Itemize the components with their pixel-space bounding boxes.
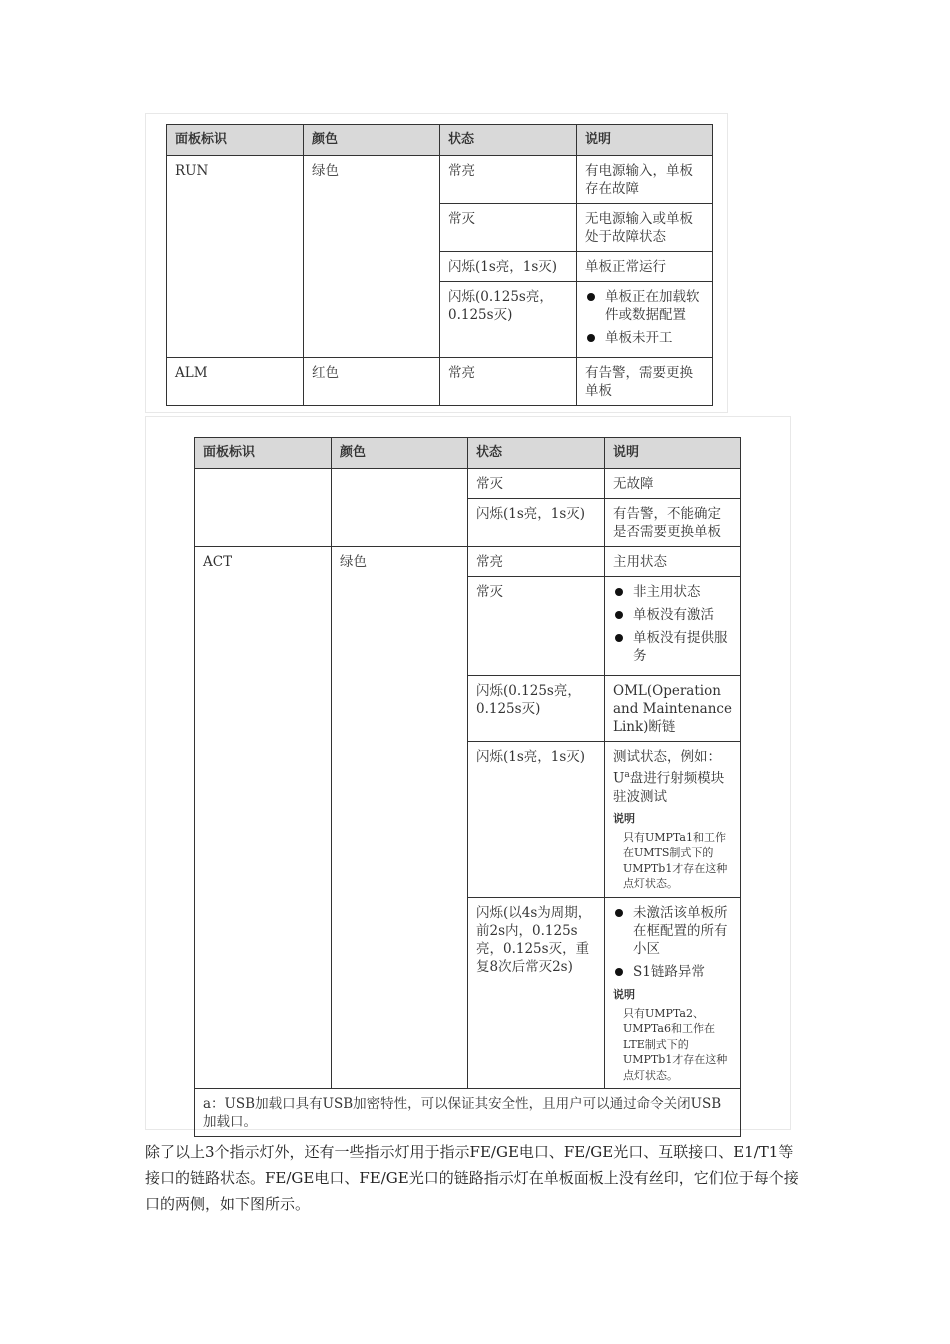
desc-cell	[605, 577, 741, 676]
desc-cell	[605, 742, 741, 898]
desc-cell: 单板正常运行	[577, 252, 713, 282]
header-panel-label: 面板标识	[195, 438, 332, 469]
desc-cell: 无故障	[605, 469, 741, 499]
led-table-2	[194, 437, 741, 1137]
desc-cell: 有告警，需要更换单板	[577, 358, 713, 406]
bullet-list	[585, 288, 704, 347]
table-row	[167, 156, 713, 204]
run-label: RUN	[167, 156, 304, 358]
desc-text	[613, 748, 732, 806]
list-item: 单板未开工	[585, 329, 704, 347]
list-item: 单板没有激活	[613, 606, 732, 624]
bullet-list	[613, 904, 732, 981]
note-body: 只有UMPTa2、UMPTa6和工作在LTE制式下的UMPTb1才存在这种点灯状态。	[623, 1006, 728, 1082]
led-table-1	[166, 124, 713, 406]
state-cell: 常亮	[440, 156, 577, 204]
table-row	[167, 358, 713, 406]
alm-label: ALM	[167, 358, 304, 406]
state-cell: 闪烁(1s亮，1s灭)	[468, 499, 605, 547]
state-cell: 常亮	[440, 358, 577, 406]
header-description: 说明	[605, 438, 741, 469]
footnote-marker: a	[624, 770, 630, 780]
header-color: 颜色	[304, 125, 440, 156]
desc-cell	[605, 897, 741, 1089]
state-cell: 常灭	[440, 204, 577, 252]
table-row	[195, 547, 741, 577]
desc-cell: 主用状态	[605, 547, 741, 577]
list-item: 单板正在加载软件或数据配置	[585, 288, 704, 324]
state-cell: 闪烁(以4s为周期，前2s内，0.125s亮，0.125s灭，重复8次后常灭2s)	[468, 897, 605, 1089]
footnote-row	[195, 1089, 741, 1137]
header-description: 说明	[577, 125, 713, 156]
note-title: 说明	[613, 987, 635, 1001]
state-cell: 常灭	[468, 577, 605, 676]
state-cell: 常灭	[468, 469, 605, 499]
state-cell: 闪烁(1s亮，1s灭)	[440, 252, 577, 282]
header-panel-label: 面板标识	[167, 125, 304, 156]
desc-cell: 有告警，不能确定是否需要更换单板	[605, 499, 741, 547]
desc-cell: 无电源输入或单板处于故障状态	[577, 204, 713, 252]
footnote: a：USB加载口具有USB加密特性，可以保证其安全性，且用户可以通过命令关闭USB加载口。	[195, 1089, 741, 1137]
list-item: 非主用状态	[613, 583, 732, 601]
state-cell: 闪烁(0.125s亮，0.125s灭)	[440, 282, 577, 358]
table-row	[195, 469, 741, 499]
list-item: S1链路异常	[613, 963, 732, 981]
state-cell: 常亮	[468, 547, 605, 577]
bullet-list	[613, 583, 732, 665]
desc-cell: 有电源输入，单板存在故障	[577, 156, 713, 204]
note-title: 说明	[613, 811, 635, 825]
header-state: 状态	[440, 125, 577, 156]
note-body: 只有UMPTa1和工作在UMTS制式下的UMPTb1才存在这种点灯状态。	[623, 830, 728, 890]
list-item: 单板没有提供服务	[613, 629, 732, 665]
body-paragraph: 除了以上3个指示灯外，还有一些指示灯用于指示FE/GE电口、FE/GE光口、互联接口、E1/T1等接口的链路状态。FE/GE电口、FE/GE光口的链路指示灯在单板面板上没有丝印，它们位于每个接口的两侧，如下图所示。	[145, 1143, 799, 1213]
table-header-row	[167, 125, 713, 156]
list-item: 未激活该单板所在框配置的所有小区	[613, 904, 732, 958]
run-color: 绿色	[304, 156, 440, 358]
desc-cell	[577, 282, 713, 358]
desc-text-head: 测试状态，例如：U	[613, 749, 721, 787]
state-cell: 闪烁(0.125s亮，0.125s灭)	[468, 676, 605, 742]
desc-text-tail: 盘进行射频模块驻波测试	[613, 770, 725, 805]
continued-color-cell	[332, 469, 468, 547]
table-header-row	[195, 438, 741, 469]
alm-color: 红色	[304, 358, 440, 406]
continued-label-cell	[195, 469, 332, 547]
header-state: 状态	[468, 438, 605, 469]
state-cell: 闪烁(1s亮，1s灭)	[468, 742, 605, 898]
act-color: 绿色	[332, 547, 468, 1089]
act-label: ACT	[195, 547, 332, 1089]
header-color: 颜色	[332, 438, 468, 469]
desc-cell: OML(Operation and Maintenance Link)断链	[605, 676, 741, 742]
